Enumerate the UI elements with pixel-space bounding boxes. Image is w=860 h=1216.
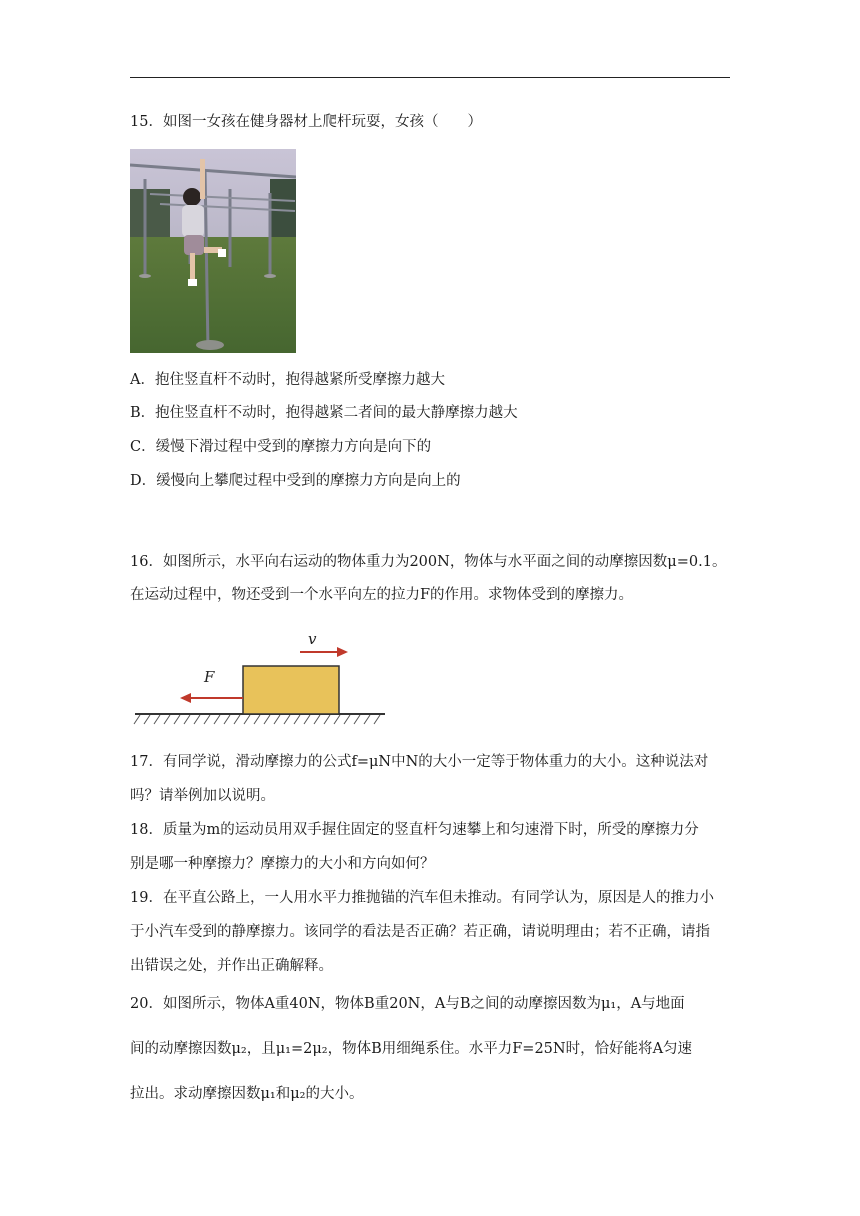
q15-option-d: D．缓慢向上攀爬过程中受到的摩擦力方向是向上的 <box>130 473 461 489</box>
velocity-label: v <box>308 630 317 648</box>
q18-line1: 18．质量为m的运动员用双手握住固定的竖直杆匀速攀上和匀速滑下时，所受的摩擦力分 <box>130 822 699 838</box>
q15-option-b: B．抱住竖直杆不动时，抱得越紧二者间的最大静摩擦力越大 <box>130 405 518 421</box>
q19-line3: 出错误之处，并作出正确解释。 <box>130 958 333 974</box>
q19-line2: 于小汽车受到的静摩擦力。该同学的看法是否正确？若正确，请说明理由；若不正确，请指 <box>130 924 710 940</box>
q17-line2: 吗？请举例加以说明。 <box>130 788 275 804</box>
girl-climbing-pole-photo <box>130 149 296 353</box>
q17-line1: 17．有同学说，滑动摩擦力的公式f=μN中N的大小一定等于物体重力的大小。这种说法对 <box>130 754 709 770</box>
q18-line2: 别是哪一种摩擦力？摩擦力的大小和方向如何？ <box>130 856 435 872</box>
block-on-ground-figure <box>130 628 390 728</box>
q15-option-a: A．抱住竖直杆不动时，抱得越紧所受摩擦力越大 <box>130 372 445 388</box>
header-rule <box>130 77 730 78</box>
q15-option-c: C．缓慢下滑过程中受到的摩擦力方向是向下的 <box>130 439 432 455</box>
q20-line1: 20．如图所示，物体A重40N，物体B重20N，A与B之间的动摩擦因数为μ₁，A与地面 <box>130 996 685 1012</box>
q16-line1: 16．如图所示，水平向右运动的物体重力为200N，物体与水平面之间的动摩擦因数μ=0.1。 <box>130 554 727 570</box>
q15-stem: 15．如图一女孩在健身器材上爬杆玩耍，女孩（ ） <box>130 114 482 130</box>
q20-line2: 间的动摩擦因数μ₂，且μ₁=2μ₂，物体B用细绳系住。水平力F=25N时，恰好能将A匀速 <box>130 1041 693 1057</box>
force-label: F <box>204 668 215 686</box>
q19-line1: 19．在平直公路上，一人用水平力推抛锚的汽车但未推动。有同学认为，原因是人的推力小 <box>130 890 714 906</box>
q16-line2: 在运动过程中，物还受到一个水平向左的拉力F的作用。求物体受到的摩擦力。 <box>130 587 634 603</box>
q20-line3: 拉出。求动摩擦因数μ₁和μ₂的大小。 <box>130 1086 364 1102</box>
